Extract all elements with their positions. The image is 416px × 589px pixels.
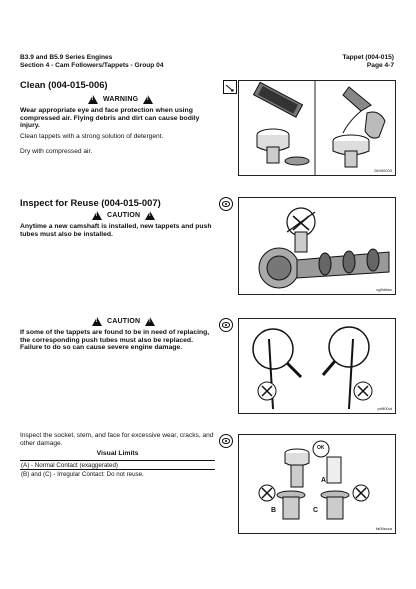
visual-limits-title: Visual Limits <box>96 450 139 457</box>
tappet-cleaning-illustration <box>239 81 395 175</box>
warning-text: Wear appropriate eye and face protection when using compressed air. Flying debris and dirt can cause bodily injury. <box>20 107 200 130</box>
engine-series-line: B3.9 and B5.9 Series Engines <box>20 54 113 61</box>
clean-figure <box>238 80 396 176</box>
figure-id: fa09sxca <box>375 526 392 531</box>
clean-step-detergent: Clean tappets with a strong solution of detergent. <box>20 133 164 140</box>
caution-label: CAUTION <box>107 212 141 219</box>
compressed-air-icon <box>223 80 237 94</box>
figure-id: cg9drlwc <box>376 287 392 292</box>
caution-triangle-icon <box>145 317 155 326</box>
ok-label: OK <box>317 445 325 451</box>
warning-label: WARNING <box>103 96 139 103</box>
visual-limit-bc: (B) and (C) - Irregular Contact: Do not reuse. <box>20 469 215 478</box>
push-tube-illustration <box>239 319 395 413</box>
push-tube-figure <box>238 318 396 414</box>
figure-id: 04000033 <box>374 168 392 173</box>
camshaft-illustration <box>239 198 395 294</box>
inspect-instructions: Inspect the socket, stem, and face for excessive wear, cracks, and other damage. <box>20 432 214 448</box>
camshaft-figure <box>238 197 396 295</box>
clean-heading: Clean (004-015-006) <box>20 79 108 90</box>
caution-text-1: Anytime a new camshaft is installed, new tappets and push tubes must also be installed. <box>20 223 212 238</box>
tappet-contact-figure <box>238 434 396 534</box>
caution-triangle-icon <box>92 317 102 326</box>
caution-banner-2 <box>92 317 155 326</box>
page-number: Page 4-7 <box>366 62 394 69</box>
label-b: B <box>271 507 277 514</box>
warning-banner <box>88 95 153 104</box>
section-line: Section 4 - Cam Followers/Tappets - Group 04 <box>20 62 164 69</box>
label-a: A <box>321 477 327 484</box>
caution-text-2: If some of the tappets are found to be in need of replacing, the corresponding push tubes must also be replaced. Failure to do so can cause severe engine damage. <box>20 329 210 352</box>
warning-triangle-icon <box>143 95 153 104</box>
page-section-title: Tappet (004-015) <box>342 54 394 61</box>
label-c: C <box>313 507 319 514</box>
clean-step-dry: Dry with compressed air. <box>20 148 93 155</box>
caution-triangle-icon <box>145 211 155 220</box>
inspect-eye-icon <box>219 197 233 211</box>
caution-triangle-icon <box>92 211 102 220</box>
caution-label: CAUTION <box>107 318 141 325</box>
caution-banner-1 <box>92 211 155 220</box>
figure-id: pr9l00ut <box>377 406 392 411</box>
inspect-eye-icon <box>219 434 233 448</box>
visual-limit-a: (A) - Normal Contact (exaggerated) <box>20 460 215 469</box>
warning-triangle-icon <box>88 95 98 104</box>
inspect-eye-icon <box>219 318 233 332</box>
inspect-heading: Inspect for Reuse (004-015-007) <box>20 197 161 208</box>
